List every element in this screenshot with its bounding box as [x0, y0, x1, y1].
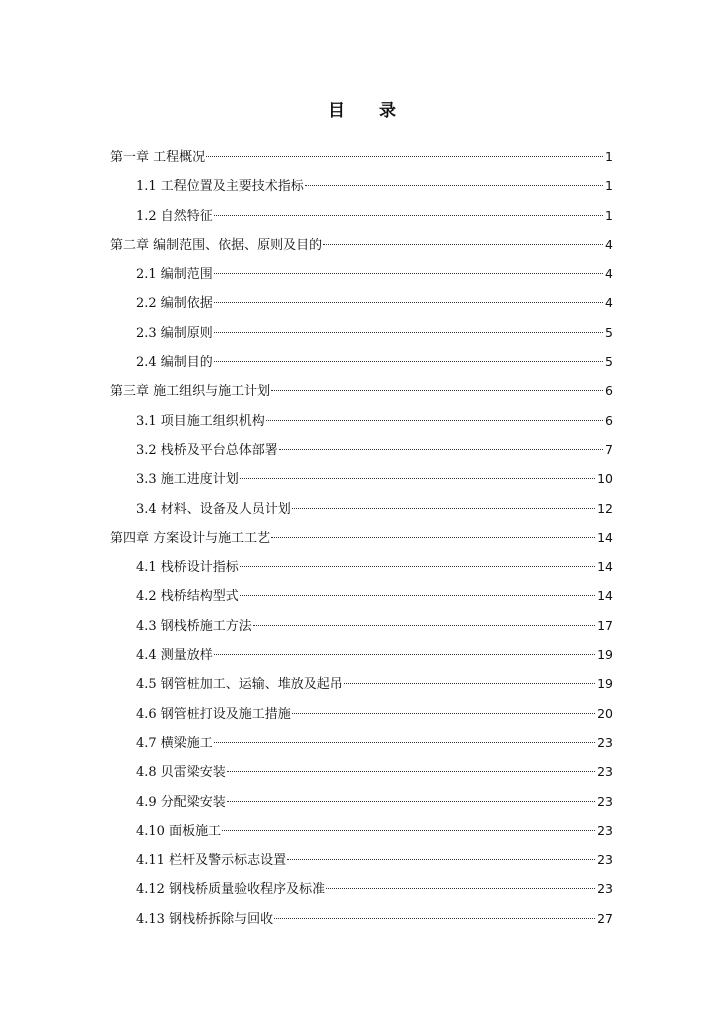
toc-dot-leader	[214, 361, 603, 362]
toc-dot-leader	[279, 449, 603, 450]
toc-entry-label: 第一章 工程概况	[110, 150, 206, 165]
toc-section-entry[interactable]	[110, 409, 613, 438]
toc-section-entry[interactable]	[110, 790, 613, 819]
toc-entry-label: 4.8 贝雷梁安装	[136, 765, 226, 781]
toc-page-number: 23	[597, 734, 613, 750]
toc-section-entry[interactable]	[110, 614, 613, 643]
toc-dot-leader	[253, 625, 595, 626]
toc-page-number: 1	[605, 149, 613, 164]
toc-page-number: 17	[597, 617, 613, 633]
toc-dot-leader	[214, 654, 595, 655]
toc-page-number: 23	[597, 764, 613, 780]
toc-dot-leader	[271, 537, 595, 538]
toc-section-entry[interactable]	[110, 702, 613, 731]
toc-dot-leader	[271, 390, 603, 391]
toc-page-number: 19	[597, 676, 613, 692]
toc-section-entry[interactable]	[110, 204, 613, 233]
toc-entry-label: 4.13 钢栈桥拆除与回收	[136, 911, 274, 927]
toc-dot-leader	[214, 302, 603, 303]
toc-entry-label: 1.2 自然特征	[136, 208, 213, 224]
toc-entry-label: 3.3 施工进度计划	[136, 472, 239, 488]
toc-entry-label: 第二章 编制范围、依据、原则及目的	[110, 237, 323, 253]
toc-dot-leader	[292, 508, 595, 509]
toc-page-number: 4	[605, 236, 613, 252]
toc-dot-leader	[305, 185, 603, 186]
toc-section-entry[interactable]	[110, 819, 613, 848]
toc-page-number: 23	[597, 852, 613, 868]
toc-entry-label: 4.12 钢栈桥质量验收程序及标准	[136, 882, 326, 898]
toc-dot-leader	[214, 742, 595, 743]
toc-section-entry[interactable]	[110, 760, 613, 789]
toc-page-number: 10	[597, 471, 613, 487]
toc-section-entry[interactable]	[110, 907, 613, 936]
toc-page-number: 23	[597, 822, 613, 838]
toc-page-number: 19	[597, 647, 613, 663]
toc-entry-label: 4.6 钢管桩打设及施工措施	[136, 706, 291, 722]
toc-entry-label: 4.1 栈桥设计指标	[136, 560, 239, 576]
toc-dot-leader	[344, 683, 595, 684]
toc-page-number: 14	[597, 588, 613, 604]
toc-section-entry[interactable]	[110, 262, 613, 291]
toc-dot-leader	[214, 332, 603, 333]
toc-section-entry[interactable]	[110, 438, 613, 467]
toc-page-number: 12	[597, 500, 613, 516]
toc-entry-label: 4.2 栈桥结构型式	[136, 589, 239, 605]
toc-chapter-entry[interactable]	[110, 379, 613, 408]
toc-dot-leader	[287, 859, 595, 860]
toc-dot-leader	[240, 566, 595, 567]
toc-dot-leader	[222, 830, 595, 831]
toc-section-entry[interactable]	[110, 291, 613, 320]
toc-page-number: 4	[605, 295, 613, 311]
toc-dot-leader	[214, 273, 603, 274]
toc-entry-label: 4.7 横梁施工	[136, 735, 213, 751]
toc-entry-label: 第四章 方案设计与施工工艺	[110, 530, 271, 546]
toc-entry-label: 第三章 施工组织与施工计划	[110, 384, 271, 400]
toc-dot-leader	[323, 244, 603, 245]
toc-section-entry[interactable]	[110, 848, 613, 877]
toc-entry-label: 4.11 栏杆及警示标志设置	[136, 853, 287, 869]
toc-section-entry[interactable]	[110, 174, 613, 203]
toc-page-number: 7	[605, 441, 613, 457]
toc-entry-label: 4.5 钢管桩加工、运输、堆放及起吊	[136, 677, 343, 693]
toc-entry-label: 3.1 项目施工组织机构	[136, 413, 265, 429]
toc-section-entry[interactable]	[110, 877, 613, 906]
toc-page-number: 4	[605, 266, 613, 282]
toc-entry-label: 4.9 分配梁安装	[136, 794, 226, 810]
toc-title: 目 录	[328, 101, 410, 121]
toc-page-number: 20	[597, 705, 613, 721]
toc-dot-leader	[326, 888, 595, 889]
toc-page-number: 6	[605, 412, 613, 428]
toc-dot-leader	[266, 420, 603, 421]
toc-section-entry[interactable]	[110, 672, 613, 701]
toc-page-number: 23	[597, 881, 613, 897]
toc-page-number: 27	[597, 910, 613, 926]
toc-page-number: 5	[605, 324, 613, 340]
toc-page-number: 6	[605, 383, 613, 399]
toc-section-entry[interactable]	[110, 497, 613, 526]
toc-entry-label: 3.4 材料、设备及人员计划	[136, 501, 291, 517]
toc-dot-leader	[227, 801, 595, 802]
toc-entry-label: 1.1 工程位置及主要技术指标	[136, 179, 304, 195]
toc-entry-label: 3.2 栈桥及平台总体部署	[136, 442, 278, 458]
toc-section-entry[interactable]	[110, 584, 613, 613]
toc-section-entry[interactable]	[110, 731, 613, 760]
toc-entry-label: 4.10 面板施工	[136, 823, 222, 839]
toc-entry-label: 4.3 钢栈桥施工方法	[136, 618, 252, 634]
toc-chapter-entry[interactable]	[110, 526, 613, 555]
toc-section-entry[interactable]	[110, 467, 613, 496]
toc-dot-leader	[206, 156, 603, 157]
toc-dot-leader	[227, 771, 595, 772]
toc-entry-label: 2.1 编制范围	[136, 267, 213, 283]
toc-dot-leader	[274, 918, 595, 919]
toc-section-entry[interactable]	[110, 350, 613, 379]
toc-page-number: 14	[597, 559, 613, 575]
toc-section-entry[interactable]	[110, 555, 613, 584]
toc-section-entry[interactable]	[110, 321, 613, 350]
toc-entry-label: 4.4 测量放样	[136, 648, 213, 664]
toc-page-number: 1	[605, 207, 613, 223]
toc-dot-leader	[240, 595, 595, 596]
toc-page-number: 1	[605, 178, 613, 194]
toc-chapter-entry[interactable]	[110, 145, 613, 174]
toc-page-number: 14	[597, 529, 613, 545]
toc-dot-leader	[292, 713, 595, 714]
toc-dot-leader	[240, 478, 595, 479]
toc-list	[110, 145, 613, 936]
toc-dot-leader	[214, 215, 603, 216]
toc-entry-label: 2.2 编制依据	[136, 296, 213, 312]
toc-entry-label: 2.4 编制目的	[136, 355, 213, 371]
toc-entry-label: 2.3 编制原则	[136, 325, 213, 341]
toc-page-number: 23	[597, 793, 613, 809]
toc-page-number: 5	[605, 354, 613, 370]
toc-section-entry[interactable]	[110, 643, 613, 672]
toc-chapter-entry[interactable]	[110, 233, 613, 262]
